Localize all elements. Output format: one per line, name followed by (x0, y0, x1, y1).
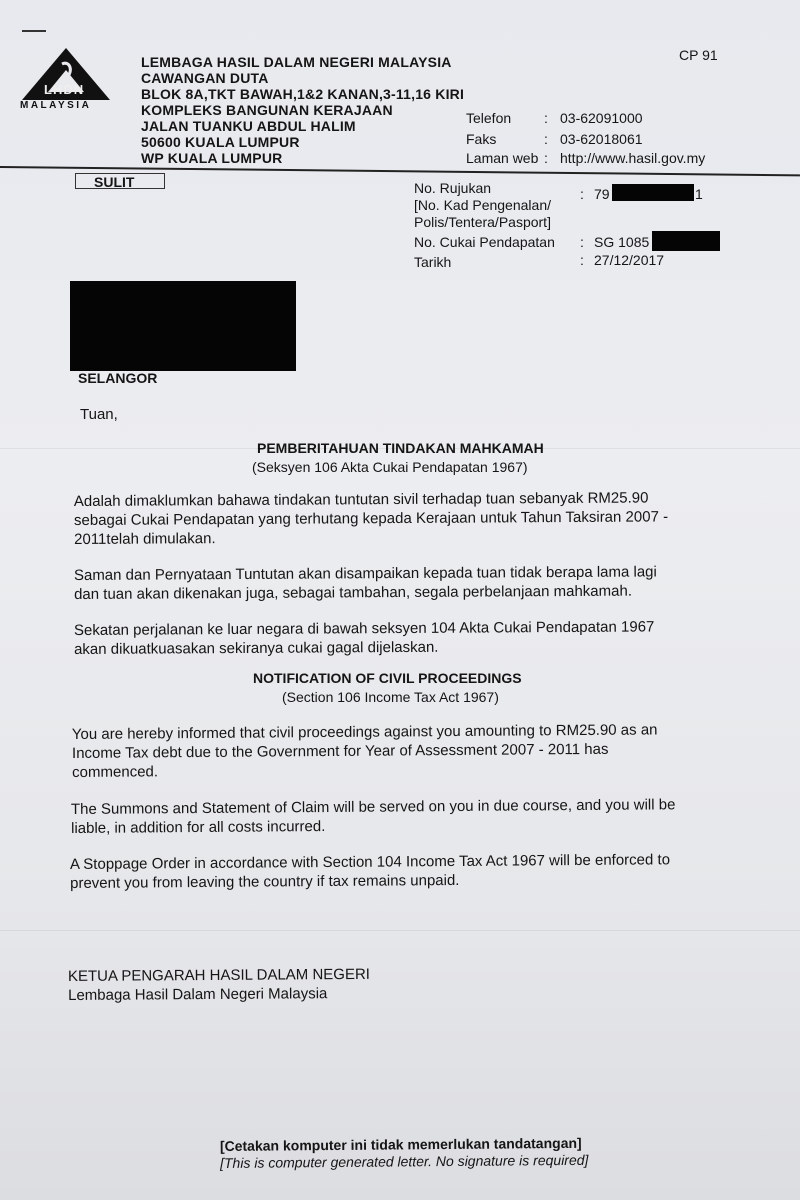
footer-line-english: [This is computer generated letter. No signature is required] (220, 1151, 589, 1171)
classification-text: SULIT (94, 174, 135, 190)
paper-fold (0, 930, 800, 931)
malay-subtitle: (Seksyen 106 Akta Cukai Pendapatan 1967) (252, 459, 528, 475)
ruj-suffix: 1 (695, 186, 703, 202)
redacted-tax (652, 231, 720, 251)
fax-value: 03-62018061 (560, 131, 643, 147)
ic-label-2: Polis/Tentera/Pasport] (414, 214, 551, 230)
footer-line-malay: [Cetakan komputer ini tidak memerlukan tandatangan] (219, 1134, 582, 1154)
paper-fold (0, 448, 800, 449)
english-title: NOTIFICATION OF CIVIL PROCEEDINGS (253, 670, 522, 686)
tax-label: No. Cukai Pendapatan (414, 234, 555, 250)
malay-paragraph-1: Adalah dimaklumkan bahawa tindakan tuntutan sivil terhadap tuan sebanyak RM25.90 sebagai Cukai Pendapatan yang terhutang kepada Kerajaan untuk Tahun Taksiran 2007 - 2011telah dimulakan. (73, 489, 669, 548)
ruj-label: No. Rujukan (414, 180, 492, 196)
malay-paragraph-2: Saman dan Pernyataan Tuntutan akan disampaikan kepada tuan tidak berapa lama lagi dan tuan akan dikenakan juga, sebagai tambahan, segala perbelanjaan mahkamah. (73, 563, 657, 603)
tax-value: SG 1085 (594, 234, 650, 250)
phone-label: Telefon (466, 110, 512, 126)
classification-badge (75, 173, 165, 189)
org-line: 50600 KUALA LUMPUR (141, 134, 300, 150)
ruj-prefix: 79 (594, 186, 610, 202)
website-label: Laman web (466, 150, 539, 166)
org-line: KOMPLEKS BANGUNAN KERAJAAN (141, 102, 393, 118)
org-line: JALAN TUANKU ABDUL HALIM (141, 118, 356, 134)
form-code: CP 91 (679, 47, 718, 63)
signoff-org: Lembaga Hasil Dalam Negeri Malaysia (68, 985, 328, 1004)
org-address (141, 54, 481, 166)
redacted-recipient (70, 281, 296, 371)
logo-subtext: MALAYSIA (20, 100, 92, 111)
signoff-block (68, 965, 370, 1005)
org-line: WP KUALA LUMPUR (141, 150, 283, 166)
footer-note (220, 1135, 589, 1172)
lhdn-logo (18, 42, 118, 114)
salutation: Tuan, (80, 406, 118, 423)
phone-value: 03-62091000 (560, 110, 643, 126)
logo-text: LHDN (44, 82, 85, 97)
contact-block: Telefon : 03-62091000 Faks : 03-62018061 Laman web : http://www.hasil.gov.my (466, 110, 706, 166)
reference-block: No. Rujukan [No. Kad Pengenalan/ Polis/Tentera/Pasport] : 79 1 No. Cukai Pendapatan : SG 1085 Tarikh : 27/12/2017 (414, 180, 794, 275)
org-line: BLOK 8A,TKT BAWAH,1&2 KANAN,3-11,16 KIRI (141, 86, 465, 102)
org-line: CAWANGAN DUTA (141, 70, 269, 86)
corner-mark (22, 30, 46, 32)
fax-label: Faks (466, 131, 497, 147)
english-subtitle: (Section 106 Income Tax Act 1967) (282, 689, 499, 705)
malay-paragraph-3: Sekatan perjalanan ke luar negara di bawah seksyen 104 Akta Cukai Pendapatan 1967 akan dikuatkuasakan sekiranya cukai gagal dijelaskan. (73, 618, 655, 658)
date-value: 27/12/2017 (594, 252, 665, 268)
redacted-ruj (612, 184, 694, 201)
date-label: Tarikh (414, 254, 452, 270)
ic-label-1: [No. Kad Pengenalan/ (414, 197, 551, 213)
english-paragraph-3: A Stoppage Order in accordance with Section 104 Income Tax Act 1967 will be enforced to prevent you from leaving the country if tax remains unpaid. (69, 851, 671, 892)
website-link[interactable]: http://www.hasil.gov.my (560, 150, 706, 166)
signoff-title: KETUA PENGARAH HASIL DALAM NEGERI (67, 965, 371, 985)
org-line: LEMBAGA HASIL DALAM NEGERI MALAYSIA (141, 54, 452, 70)
english-paragraph-2: The Summons and Statement of Claim will be served on you in due course, and you will be liable, in addition for all costs incurred. (70, 796, 676, 837)
english-paragraph-1: You are hereby informed that civil proceedings against you amounting to RM25.90 as an Income Tax debt due to the Government for Year of Assessment 2007 - 2011 has commenced. (71, 721, 658, 781)
recipient-state: SELANGOR (78, 370, 158, 386)
malay-title: PEMBERITAHUAN TINDAKAN MAHKAMAH (257, 440, 544, 456)
